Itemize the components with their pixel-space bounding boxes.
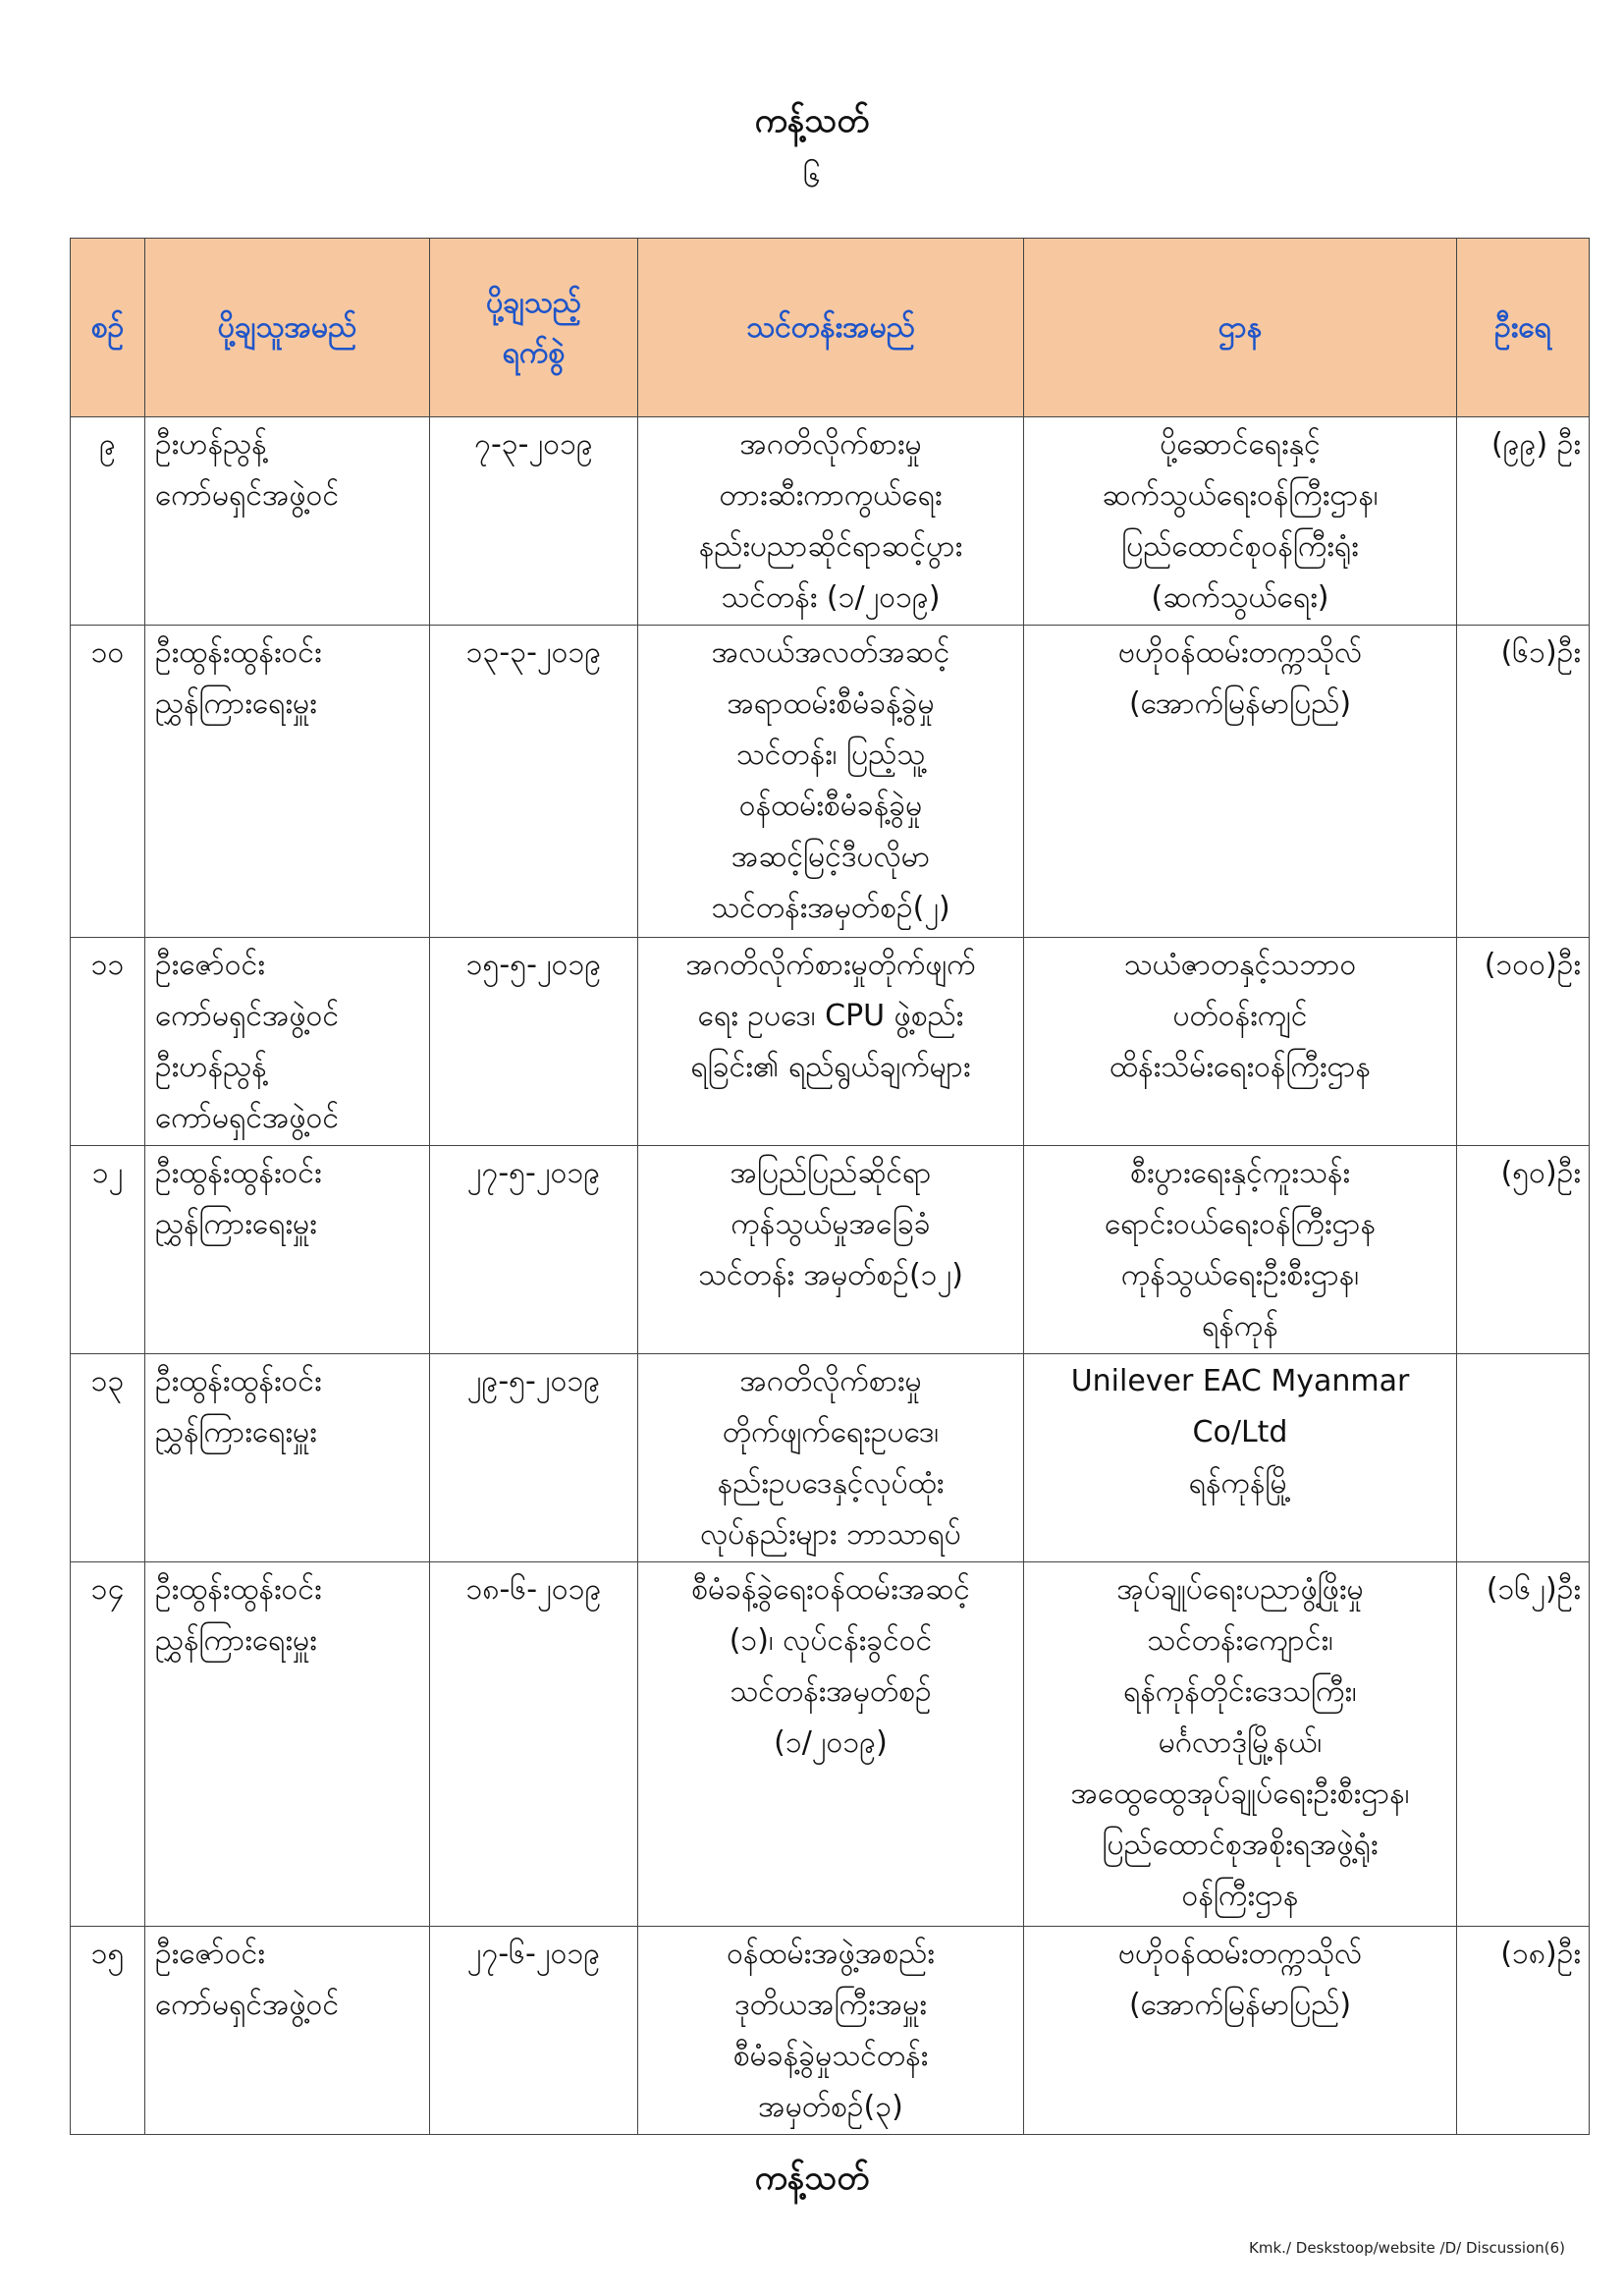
row-number: ၁၄ [71,1562,145,1927]
course-name-line: ဝန်ထမ်းစီမံခန့်ခွဲမှု [738,789,923,823]
lecture-table [70,238,1590,2135]
lecture-date: ၇-၃-၂၀၁၉ [430,417,638,626]
course-name-line: အလယ်အလတ်အဆင့် [711,635,950,670]
department [1024,417,1457,626]
department [1024,1146,1457,1354]
course-name-line: ဝန်ထမ်းအဖွဲ့အစည်း [727,1937,935,1971]
footer-path: Kmk./ Deskstoop/website /D/ Discussion(6) [1249,2239,1565,2257]
department-line: ဗဟိုဝန်ထမ်းတက္ကသိုလ် [1117,1937,1363,1971]
department-line: (အောက်မြန်မာပြည်) [1128,1988,1352,2022]
lecture-date: ၂၇-၅-၂၀၁၉ [430,1146,638,1354]
course-name-line: ကုန်သွယ်မှုအခြေခံ [731,1207,931,1241]
department-line: ရန်ကုန် [1202,1309,1278,1343]
department [1024,1354,1457,1562]
department-line: စီးပွားရေးနှင့်ကူးသန်း [1130,1156,1350,1190]
column-header-department: ဌာန [1024,239,1457,417]
table-row [71,626,1590,938]
lecturer-name-line: ကော်မရှင်အဖွဲ့ဝင် [155,1101,340,1135]
department-line: အထွေထွေအုပ်ချုပ်ရေးဦးစီးဌာန၊ [1070,1777,1410,1811]
lecture-date: ၂၉-၅-၂၀၁၉ [430,1354,638,1562]
department-line: မင်္ဂလာဒုံမြို့နယ်၊ [1158,1725,1323,1760]
lecture-date: ၁၅-၅-၂၀၁၉ [430,938,638,1146]
row-number: ၁၂ [71,1146,145,1354]
attendee-count: (၉၉) ဦး [1457,417,1590,626]
attendee-count: (၅၀)ဦး [1457,1146,1590,1354]
department-line: ပတ်ဝန်းကျင် [1172,999,1308,1033]
course-name [638,626,1024,938]
lecturer-name-line: ညွှန်ကြားရေးမှူး [155,686,317,721]
lecturer-name [145,1354,430,1562]
lecture-date: ၁၃-၃-၂၀၁၉ [430,626,638,938]
department-line: ဝန်ကြီးဌာန [1181,1879,1299,1913]
course-name-line: (၁/၂၀၁၉) [774,1725,888,1760]
course-name [638,1354,1024,1562]
department [1024,1927,1457,2135]
course-name-line: နည်းပညာဆိုင်ရာဆင့်ပွား [698,529,963,564]
course-name-line: လုပ်နည်းများ ဘာသာရပ် [700,1517,961,1552]
course-name-line: တားဆီးကာကွယ်ရေး [719,478,943,513]
header-line: ရက်စွဲ [502,335,566,370]
course-name-line: တိုက်ဖျက်ရေးဥပဒေ၊ [722,1415,940,1449]
lecturer-name-line: ကော်မရှင်အဖွဲ့ဝင် [155,478,340,513]
lecturer-name-line: ကော်မရှင်အဖွဲ့ဝင် [155,1988,340,2022]
department-line: ပို့ဆောင်ရေးနှင့် [1160,427,1321,462]
course-name [638,1927,1024,2135]
course-name-line: သင်တန်း အမှတ်စဉ်(၁၂) [698,1258,963,1292]
course-name-line: ဒုတိယအကြီးအမှူး [734,1988,927,2022]
table-header-row [71,239,1590,417]
course-name-line: (၁)၊ လုပ်ငန်းခွင်ဝင် [729,1623,933,1658]
column-header-date [430,239,638,417]
header-line: ပို့ချသည့် [486,285,581,320]
department-line: ပြည်ထောင်စုအစိုးရအဖွဲ့ရုံး [1102,1828,1379,1862]
course-name-line: နည်းဥပဒေနှင့်လုပ်ထုံး [717,1466,945,1501]
lecturer-name-line: ဦးဇော်ဝင်း [155,948,265,982]
attendee-count: (၆၁)ဦး [1457,626,1590,938]
column-header-no: စဉ် [71,239,145,417]
course-name-line: စီမံခန့်ခွဲမှုသင်တန်း [732,2039,929,2073]
course-name-line: အဆင့်မြင့်ဒီပလိုမာ [731,840,931,874]
course-name-line: အမှတ်စဉ်(၃) [758,2090,903,2124]
row-number: ၁၀ [71,626,145,938]
course-name-line: သင်တန်း (၁/၂၀၁၉) [721,580,941,615]
department-line: ကုန်သွယ်ရေးဦးစီးဌာန၊ [1120,1258,1360,1292]
department-line: (ဆက်သွယ်ရေး) [1151,580,1329,615]
lecturer-name [145,1146,430,1354]
department-line: Co/Ltd [1192,1415,1288,1449]
lecturer-name-line: ဦးထွန်းထွန်းဝင်း [155,1572,322,1607]
lecturer-name [145,938,430,1146]
attendee-count: (၁၆၂)ဦး [1457,1562,1590,1927]
lecturer-name-line: ဦးဟန်ညွန့် [155,1050,267,1084]
course-name-line: အဂတိလိုက်စားမှုတိုက်ဖျက် [685,948,976,982]
table-row [71,1927,1590,2135]
lecturer-name-line: ညွှန်ကြားရေးမှူး [155,1207,317,1241]
lecturer-name [145,1927,430,2135]
course-name-line: သင်တန်းအမှတ်စဉ်(၂) [711,891,950,925]
row-number: ၁၁ [71,938,145,1146]
department-line: အုပ်ချုပ်ရေးပညာဖွံ့ဖြိုးမှု [1116,1572,1364,1607]
course-name-line: စီမံခန့်ခွဲရေးဝန်ထမ်းအဆင့် [691,1572,970,1607]
table-row [71,1354,1590,1562]
attendee-count: (၁၀၀)ဦး [1457,938,1590,1146]
lecturer-name-line: ဦးထွန်းထွန်းဝင်း [155,1364,322,1398]
table-row [71,1562,1590,1927]
department-line: ပြည်ထောင်စုဝန်ကြီးရုံး [1121,529,1359,564]
course-name-line: သင်တန်းအမှတ်စဉ် [730,1674,932,1709]
column-header-course: သင်တန်းအမည် [638,239,1024,417]
lecturer-name [145,626,430,938]
course-name-line: အဂတိလိုက်စားမှု [739,427,922,462]
course-name-line: အပြည်ပြည်ဆိုင်ရာ [730,1156,932,1190]
lecturer-name-line: ကော်မရှင်အဖွဲ့ဝင် [155,999,340,1033]
row-number: ၉ [71,417,145,626]
course-name-line: အရာထမ်းစီမံခန့်ခွဲမှု [727,686,935,721]
attendee-count [1457,1354,1590,1562]
department-line: ရန်ကုန်မြို့ [1188,1466,1292,1501]
lecture-date: ၁၈-၆-၂၀၁၉ [430,1562,638,1927]
department-line: ရောင်းဝယ်ရေးဝန်ကြီးဌာန [1104,1207,1377,1241]
department-line: သယံဇာတနှင့်သဘာဝ [1123,948,1357,982]
lecturer-name-line: ဦးဇော်ဝင်း [155,1937,265,1971]
course-name [638,1146,1024,1354]
footer-label: ကန့်သတ် [754,2159,870,2198]
course-name-line: ရခြင်း၏ ရည်ရွယ်ချက်များ [690,1050,971,1084]
column-header-count: ဦးရေ [1457,239,1590,417]
department-line: ရန်ကုန်တိုင်းဒေသကြီး၊ [1123,1674,1357,1709]
table-row [71,938,1590,1146]
lecturer-name-line: ညွှန်ကြားရေးမှူး [155,1623,317,1658]
department [1024,938,1457,1146]
department-line: ထိန်းသိမ်းရေးဝန်ကြီးဌာန [1110,1050,1371,1084]
department-line: (အောက်မြန်မာပြည်) [1128,686,1352,721]
course-name-line: သင်တန်း၊ ပြည့်သူ့ [735,738,926,772]
lecturer-name [145,1562,430,1927]
lecturer-name-line: ဦးဟန်ညွန့် [155,427,267,462]
column-header-lecturer: ပို့ချသူအမည် [145,239,430,417]
table-row [71,1146,1590,1354]
department-line: ဆက်သွယ်ရေးဝန်ကြီးဌာန၊ [1102,478,1379,513]
page-number: ၆ [803,157,821,194]
document-title: ကန့်သတ် [754,101,870,140]
course-name-line: ရေး ဥပဒေ၊ CPU ဖွဲ့စည်း [697,999,964,1033]
department-line: Unilever EAC Myanmar [1070,1364,1410,1398]
department [1024,626,1457,938]
attendee-count: (၁၈)ဦး [1457,1927,1590,2135]
course-name [638,938,1024,1146]
table-body [71,417,1590,2135]
lecturer-name-line: ညွှန်ကြားရေးမှူး [155,1415,317,1449]
row-number: ၁၅ [71,1927,145,2135]
department [1024,1562,1457,1927]
lecturer-name [145,417,430,626]
table-row [71,417,1590,626]
lecturer-name-line: ဦးထွန်းထွန်းဝင်း [155,1156,322,1190]
course-name [638,1562,1024,1927]
department-line: ဗဟိုဝန်ထမ်းတက္ကသိုလ် [1117,635,1363,670]
lecture-date: ၂၇-၆-၂၀၁၉ [430,1927,638,2135]
row-number: ၁၃ [71,1354,145,1562]
lecturer-name-line: ဦးထွန်းထွန်းဝင်း [155,635,322,670]
course-name-line: အဂတိလိုက်စားမှု [739,1364,922,1398]
department-line: သင်တန်းကျောင်း၊ [1147,1623,1333,1658]
course-name [638,417,1024,626]
